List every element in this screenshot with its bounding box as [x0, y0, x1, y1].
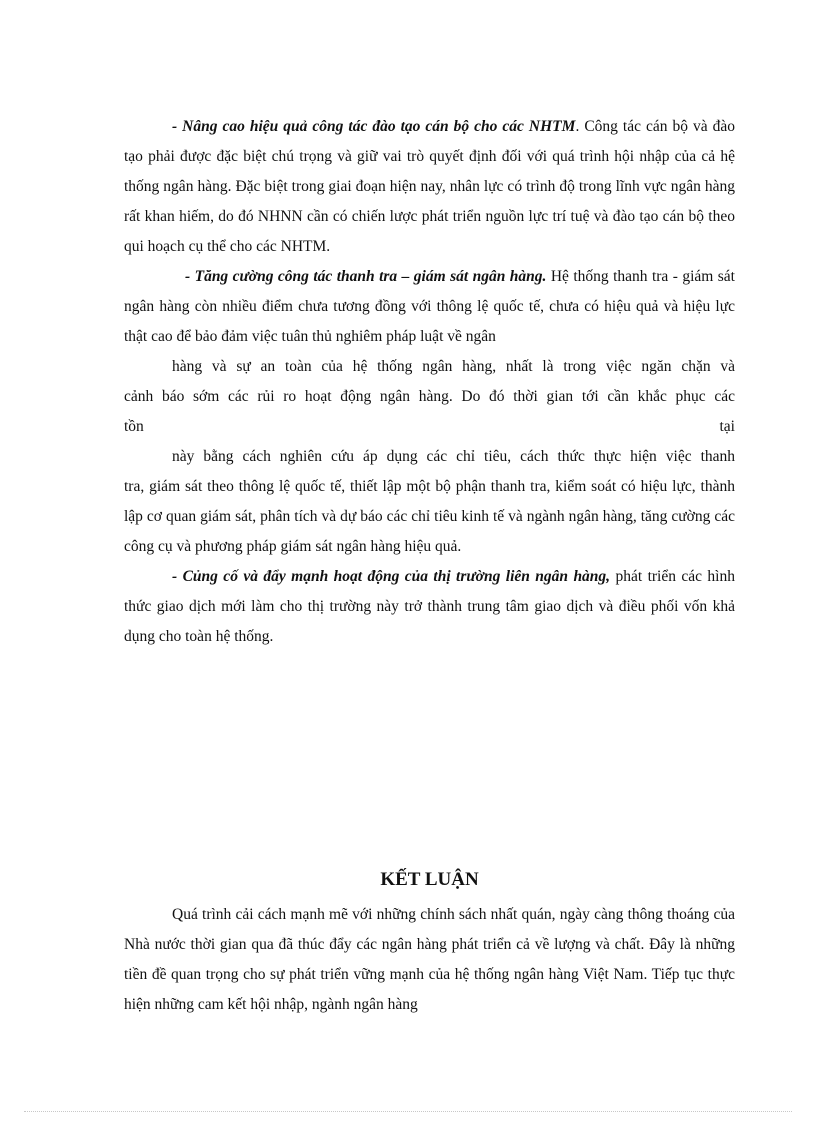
paragraph-body-inspection: Hệ thống thanh tra - giám sát ngân hàng còn nhiều điểm chưa tương đồng với thông lệ quốc tế, chưa có hiệu quả và hiệu lực thật cao để bảo đảm việc tuân thủ nghiêm pháp luật về ngân	[124, 268, 735, 345]
paragraph-line-inspection-6: tồn tại	[124, 418, 735, 435]
paragraph-line-inspection-7: này bằng cách nghiên cứu áp dụng các chỉ tiêu, cách thức thực hiện việc thanh	[172, 448, 735, 465]
paragraph-interbank	[124, 562, 735, 652]
paragraph-conclusion: Quá trình cải cách mạnh mẽ với những chính sách nhất quán, ngày càng thông thoáng của Nhà nước thời gian qua đã thúc đẩy các ngân hàng phát triển cả về lượng và chất. Đây là những tiền đề quan trọng cho sự phát triển vững mạnh của hệ thống ngân hàng Việt Nam. Tiếp tục thực hiện những cam kết hội nhập, ngành ngân hàng	[124, 906, 735, 1013]
conclusion-heading: KẾT LUẬN	[380, 869, 479, 890]
paragraph-lead-interbank: - Củng cố và đẩy mạnh hoạt động của thị trường liên ngân hàng,	[172, 568, 611, 585]
paragraph-inspection-start	[124, 262, 735, 352]
paragraph-body-interbank: phát triển các hình thức giao dịch mới làm cho thị trường này trở thành trung tâm giao dịch và điều phối vốn khả dụng cho toàn hệ thống.	[124, 568, 735, 645]
recommendations-section	[124, 112, 735, 652]
paragraph-lead-training: - Nâng cao hiệu quả công tác đào tạo cán bộ cho các NHTM	[172, 118, 576, 135]
paragraph-body-training: . Công tác cán bộ và đào tạo phải được đặc biệt chú trọng và giữ vai trò quyết định đối với quá trình hội nhập của cả hệ thống ngân hàng. Đặc biệt trong giai đoạn hiện nay, nhân lực có trình độ trong lĩnh vực ngân hàng rất khan hiếm, do đó NHNN cần có chiến lược phát triển nguồn lực trí tuệ và đào tạo cán bộ theo qui hoạch cụ thể cho các NHTM.	[124, 118, 735, 255]
paragraph-inspection-end: tra, giám sát theo thông lệ quốc tế, thiết lập một bộ phận thanh tra, kiểm soát có hiệu lực, thành lập cơ quan giám sát, phân tích và dự báo các chỉ tiêu kinh tế và ngành ngân hàng, tăng cường các công cụ và phương pháp giám sát ngân hàng hiệu quả.	[124, 478, 735, 555]
conclusion-section	[124, 900, 735, 1020]
paragraph-training	[124, 112, 735, 262]
paragraph-line-inspection-4: hàng và sự an toàn của hệ thống ngân hàng, nhất là trong việc ngăn chặn và	[172, 358, 735, 375]
paragraph-inspection	[124, 262, 735, 562]
paragraph-line-inspection-5: cảnh báo sớm các rủi ro hoạt động ngân hàng. Do đó thời gian tới cần khắc phục các	[124, 388, 735, 405]
paragraph-lead-inspection: - Tăng cường công tác thanh tra – giám sát ngân hàng.	[185, 268, 547, 285]
page-bottom-divider	[24, 1111, 792, 1112]
